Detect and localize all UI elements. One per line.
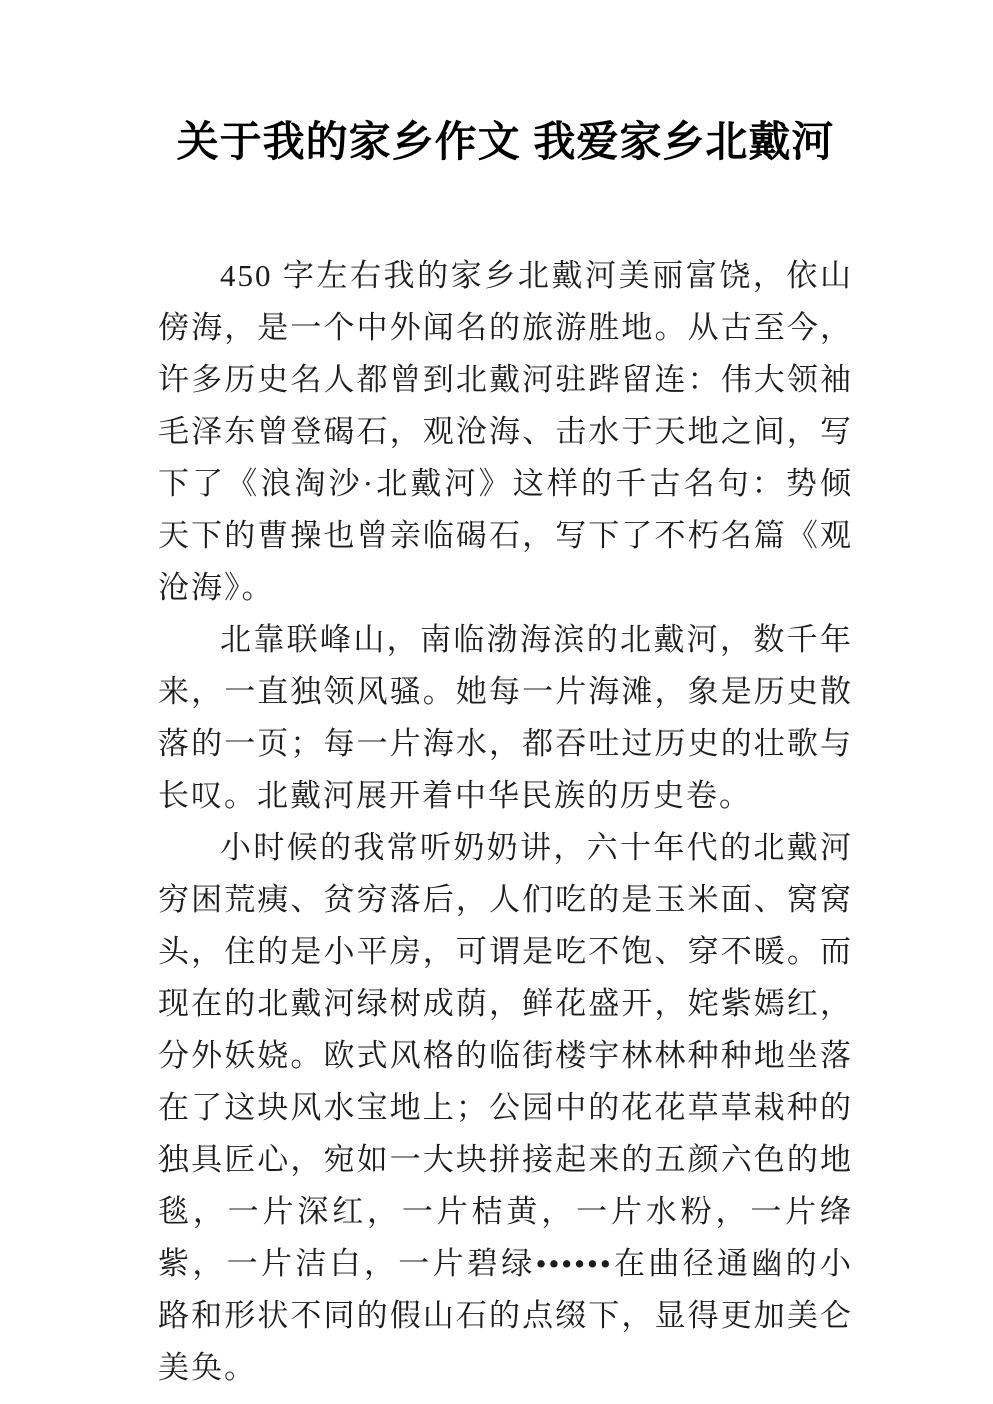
- paragraph-2: 北靠联峰山，南临渤海滨的北戴河，数千年来，一直独领风骚。她每一片海滩，象是历史散落的一页；每一片海水，都吞吐过历史的壮歌与长叹。北戴河展开着中华民族的历史卷。: [158, 622, 853, 814]
- page-title: 关于我的家乡作文 我爱家乡北戴河: [176, 118, 835, 165]
- paragraph-1: 450 字左右我的家乡北戴河美丽富饶，依山傍海，是一个中外闻名的旅游胜地。从古至今，许多历史名人都曾到北戴河驻跸留连：伟大领袖毛泽东曾登碣石，观沧海、击水于天地之间，写下了《浪淘沙·北戴河》这样的千古名句：势倾天下的曹操也曾亲临碣石，写下了不朽名篇《观沧海》。: [158, 258, 853, 606]
- paragraph-3: 小时候的我常听奶奶讲，六十年代的北戴河穷困荒痍、贫穷落后，人们吃的是玉米面、窝窝头，住的是小平房，可谓是吃不饱、穿不暖。而现在的北戴河绿树成荫，鲜花盛开，姹紫嫣红，分外妖娆。欧式风格的临街楼宇林林种种地坐落在了这块风水宝地上；公园中的花花草草栽种的独具匠心，宛如一大块拼接起来的五颜六色的地毯，一片深红，一片桔黄，一片水粉，一片绛紫，一片洁白，一片碧绿••••••在曲径通幽的小路和形状不同的假山石的点缀下，显得更加美仑美奂。: [158, 830, 853, 1386]
- document-body: [158, 250, 853, 1394]
